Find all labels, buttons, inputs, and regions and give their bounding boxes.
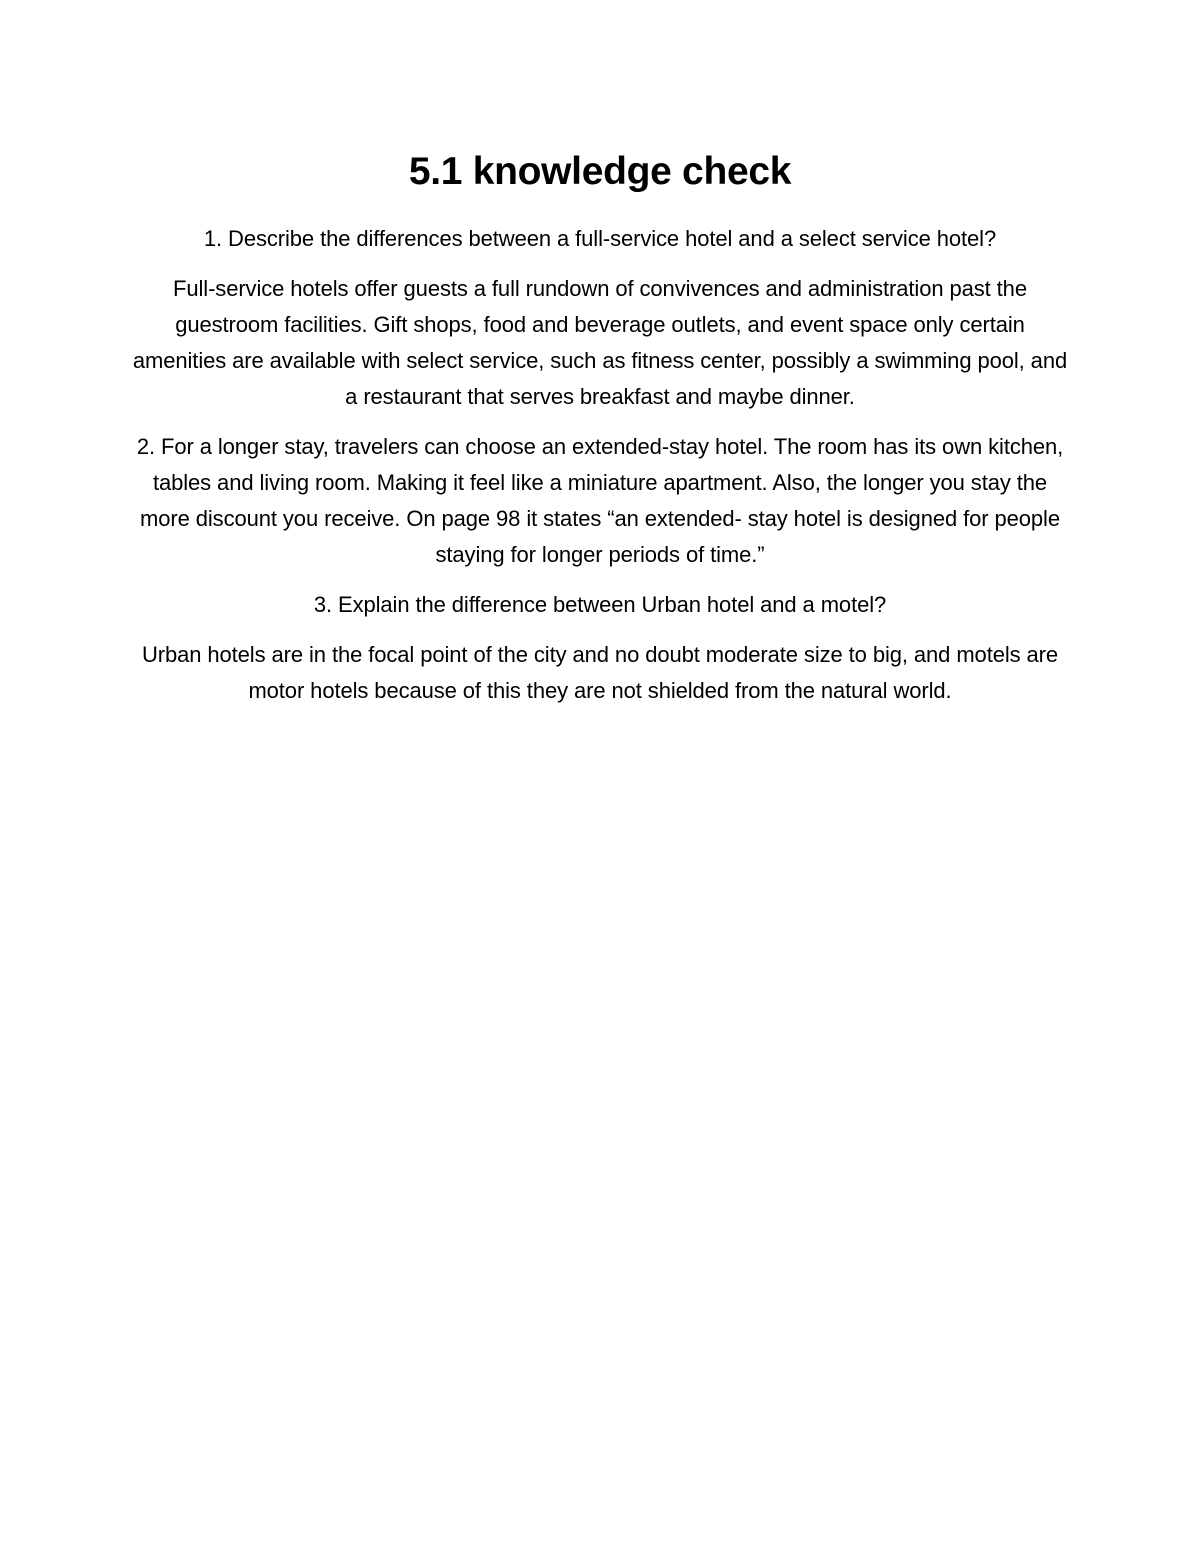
answer-2: 2. For a longer stay, travelers can choose an extended-stay hotel. The room has its own kitchen, tables and living room. Making it feel like a miniature apartment. Also, the longer you stay the more discount you receive. On page 98 it states “an extended- stay hotel is designed for people staying for longer periods of time.” bbox=[136, 434, 1064, 567]
answer-3: Urban hotels are in the focal point of the city and no doubt moderate size to big, and motels are motor hotels because of this they are not shielded from the natural world. bbox=[141, 642, 1059, 703]
document-title: 5.1 knowledge check bbox=[408, 150, 792, 193]
question-1: 1. Describe the differences between a full-service hotel and a select service hotel? bbox=[203, 226, 997, 251]
question-3: 3. Explain the difference between Urban hotel and a motel? bbox=[313, 592, 887, 617]
document-body bbox=[130, 143, 1070, 723]
answer-1: Full-service hotels offer guests a full rundown of convivences and administration past the guestroom facilities. Gift shops, food and beverage outlets, and event space only certain amenities are available with select service, such as fitness center, possibly a swimming pool, and a restaurant that serves breakfast and maybe dinner. bbox=[132, 276, 1068, 409]
